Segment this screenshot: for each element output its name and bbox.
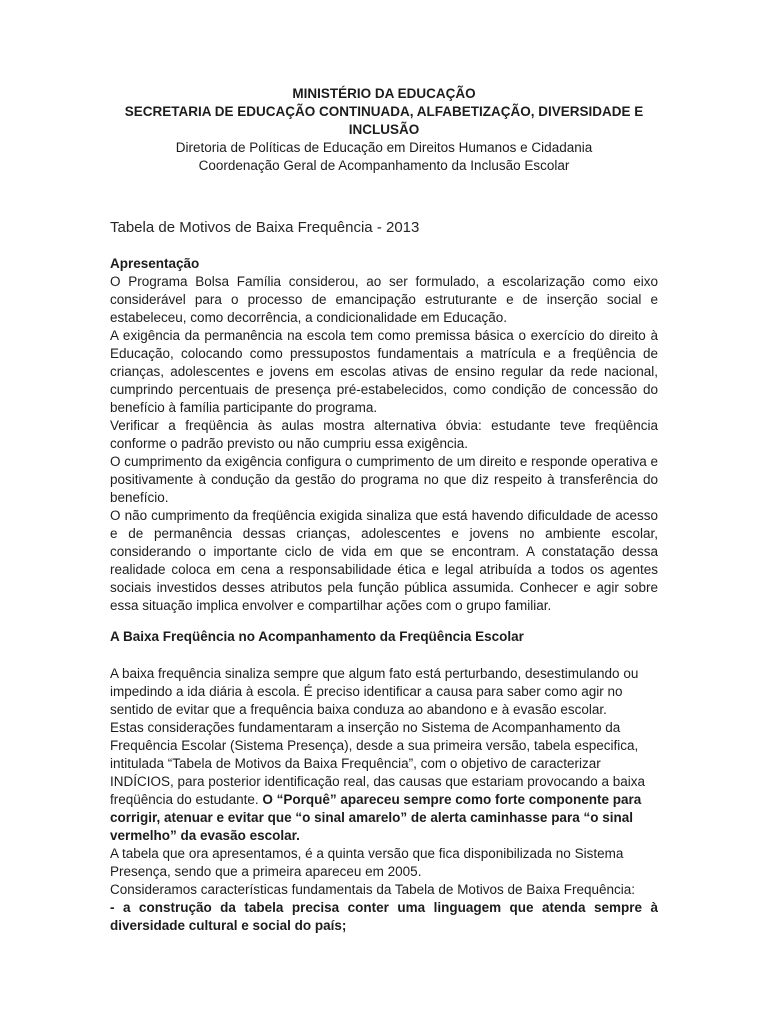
low-attendance-paragraph: A baixa frequência sinaliza sempre que algum fato está perturbando, desestimulando ou impedindo a ida diária à escola. É preciso identificar a causa para saber como agir no sentido de evitar que a frequência baixa conduza ao abandono e à evasão escolar. bbox=[110, 666, 639, 717]
presentation-paragraph: O Programa Bolsa Família considerou, ao ser formulado, a escolarização como eixo considerável para o processo de emancipação estruturante e de inserção social e estabeleceu, como decorrência, a condicionalidade em Educação. bbox=[110, 274, 658, 325]
paragraph-text: Estas considerações fundamentaram a inserção no Sistema de Acompanhamento da Frequência Escolar (Sistema Presença), desde a sua primeira versão, tabela especifica, intitulada “Tabela de Motivos da Baixa Frequência”, com o objetivo de caracterizar INDÍCIOS, para posterior identificação real, das causas que estariam provocando a baixa freqüência do estudante. bbox=[110, 720, 646, 807]
document-title: Tabela de Motivos de Baixa Frequência - 2013 bbox=[110, 219, 420, 236]
low-attendance-heading: A Baixa Freqüência no Acompanhamento da Freqüência Escolar bbox=[110, 629, 524, 644]
directorate-name: Diretoria de Políticas de Educação em Direitos Humanos e Cidadania bbox=[175, 140, 593, 155]
secretariat-name: SECRETARIA DE EDUCAÇÃO CONTINUADA, ALFABETIZAÇÃO, DIVERSIDADE E INCLUSÃO bbox=[124, 104, 644, 137]
letterhead bbox=[110, 85, 658, 175]
presentation-paragraph: Verificar a freqüência às aulas mostra alternativa óbvia: estudante teve freqüência conforme o padrão previsto ou não cumpriu essa exigência. bbox=[110, 418, 658, 451]
low-attendance-paragraph bbox=[110, 719, 658, 845]
presentation-paragraph: A exigência da permanência na escola tem como premissa básica o exercício do direito à Educação, colocando como pressupostos fundamentais a matrícula e a freqüência de crianças, adolescentes e jovens em escolas ativas de ensino regular da rede nacional, cumprindo percentuais de presença pré-estabelecidos, como condição de concessão do benefício à família participante do programa. bbox=[110, 328, 658, 415]
ministry-name: MINISTÉRIO DA EDUCAÇÃO bbox=[292, 86, 476, 101]
low-attendance-section bbox=[110, 665, 658, 935]
low-attendance-paragraph: A tabela que ora apresentamos, é a quinta versão que fica disponibilizada no Sistema Presença, sendo que a primeira apareceu em 2005. bbox=[110, 846, 624, 879]
document-body bbox=[110, 85, 658, 935]
presentation-section bbox=[110, 273, 658, 615]
presentation-paragraph: O não cumprimento da freqüência exigida sinaliza que está havendo dificuldade de acesso e de permanência dessas crianças, adolescentes e jovens no ambiente escolar, considerando o importante ciclo de vida em que se encontram. A constatação dessa realidade coloca em cena a responsabilidade ética e legal atribuída a todos os agentes sociais investidos desses atributos pela função pública assumida. Conhecer e agir sobre essa situação implica envolver e compartilhar ações com o grupo familiar. bbox=[110, 508, 658, 613]
paragraph-emphasis: O “Porquê” apareceu sempre como forte componente para corrigir, atenuar e evitar que “o sinal amarelo” de alerta caminhasse para “o sinal vermelho” da evasão escolar. bbox=[110, 792, 642, 843]
list-item: - a construção da tabela precisa conter uma linguagem que atenda sempre à diversidade cultural e social do país; bbox=[110, 900, 658, 933]
presentation-paragraph: O cumprimento da exigência configura o cumprimento de um direito e responde operativa e positivamente à condução da gestão do programa no que diz respeito à transferência do benefício. bbox=[110, 454, 658, 505]
coordination-name: Coordenação Geral de Acompanhamento da Inclusão Escolar bbox=[198, 158, 570, 173]
low-attendance-paragraph: Consideramos características fundamentais da Tabela de Motivos de Baixa Frequência: bbox=[110, 882, 636, 897]
presentation-heading: Apresentação bbox=[110, 256, 200, 271]
